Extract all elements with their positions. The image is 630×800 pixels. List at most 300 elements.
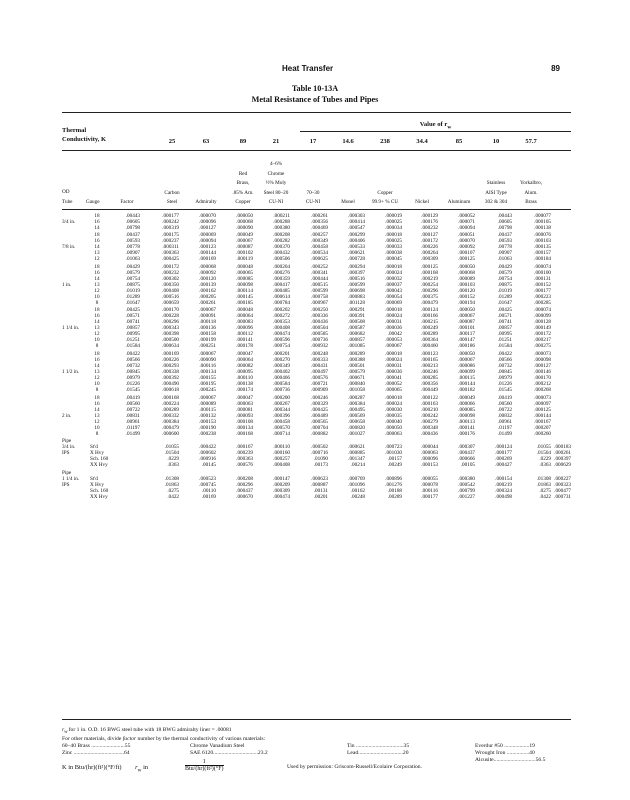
gauge-cell: 13 (94, 281, 100, 288)
value-cell: .000185 (236, 299, 253, 306)
value-cell: .000226 (162, 356, 179, 363)
factor-cell: .01499 (125, 430, 140, 437)
value-cell: .000533 (348, 244, 365, 251)
value-cell: .000287 (348, 394, 365, 401)
value-cell: .000065 (385, 386, 402, 393)
value-cell: .000341 (311, 269, 328, 276)
value-cell: .000268 (534, 386, 551, 393)
value-cell: .0275 (539, 487, 551, 494)
material-row (62, 750, 571, 757)
value-cell: .000391 (348, 313, 365, 320)
factor-cell: .00961 (125, 418, 140, 425)
od-cell (62, 494, 87, 500)
factor-cell: .0422 (167, 493, 179, 500)
factor-cell: .00831 (125, 412, 140, 419)
od-cell (62, 306, 87, 314)
value-cell: .000477 (554, 487, 571, 494)
value-cell: .000116 (199, 362, 216, 369)
gauge-cell: St'd (90, 444, 98, 451)
gauge-cell: 18 (94, 350, 100, 357)
value-cell: .000356 (421, 380, 438, 387)
value-cell: .000576 (311, 374, 328, 381)
value-cell: .000032 (385, 275, 402, 282)
k-value-2: 89 (239, 138, 247, 145)
factor-cell: .00798 (125, 224, 140, 231)
value-cell: .0363 (539, 462, 551, 469)
value-cell: .000105 (534, 218, 551, 225)
value-cell: .000110 (273, 444, 290, 451)
value-cell: .000296 (421, 287, 438, 294)
value-cell: .00798 (497, 224, 512, 231)
table-row (62, 393, 571, 401)
gauge-cell: 10 (94, 424, 100, 431)
value-cell: .000089 (458, 275, 475, 282)
value-cell: .000067 (458, 356, 475, 363)
value-cell: .000269 (495, 456, 512, 463)
material-entry: Lead................................20 (347, 750, 409, 757)
gauge-cell: X Hvy (90, 450, 104, 457)
gauge-cell: 10 (94, 337, 100, 344)
value-cell: .000176 (458, 430, 475, 437)
factor-cell: .01863 (164, 481, 179, 488)
factor-cell: .00845 (125, 368, 140, 375)
value-cell: .000397 (554, 456, 571, 463)
value-cell: .000025 (385, 238, 402, 245)
gauge-cell: Sch. 160 (90, 456, 109, 463)
value-cell: .000069 (385, 299, 402, 306)
value-cell: .000169 (162, 350, 179, 357)
value-cell: .01504 (536, 450, 551, 457)
value-cell: .000296 (162, 319, 179, 326)
value-cell: .000074 (534, 307, 551, 314)
value-cell: .000067 (385, 343, 402, 350)
value-cell: .000184 (534, 256, 551, 263)
value-cell: .000172 (421, 238, 438, 245)
value-cell: .000370 (273, 244, 290, 251)
value-cell: .000380 (273, 224, 290, 231)
value-cell: .000050 (458, 307, 475, 314)
material-entry: Wrought Iron ................40 (475, 750, 535, 757)
value-cell: .000045 (385, 256, 402, 263)
value-cell: .000212 (534, 380, 551, 387)
value-cell: .000050 (236, 212, 253, 219)
value-cell: .000168 (236, 430, 253, 437)
gauge-cell: 14 (94, 224, 100, 231)
value-cell: .000052 (385, 380, 402, 387)
factor-cell: .01545 (125, 386, 140, 393)
gauge-header: Gauge (86, 199, 100, 205)
value-cell: .000094 (458, 224, 475, 231)
factor-cell: .00419 (125, 394, 140, 401)
material-entry: Chrome Vanadium Steel (190, 743, 245, 750)
value-cell: .00857 (497, 325, 512, 332)
value-cell: .000066 (458, 400, 475, 407)
value-cell: .000030 (385, 406, 402, 413)
value-cell: .000248 (311, 350, 328, 357)
value-cell: .000097 (534, 400, 551, 407)
value-cell: .000067 (199, 394, 216, 401)
value-cell: .000099 (458, 368, 475, 375)
value-cell: .000115 (458, 374, 475, 381)
gauge-cell: 14 (94, 275, 100, 282)
factor-cell: .0275 (167, 487, 179, 494)
gauge-cell: 13 (94, 250, 100, 257)
value-cell: .000076 (534, 232, 551, 239)
value-cell: .000163 (421, 400, 438, 407)
table-row (62, 211, 571, 219)
value-cell: .000090 (236, 224, 253, 231)
value-cell: .000508 (348, 319, 365, 326)
value-cell: .000659 (162, 299, 179, 306)
value-cell: .000293 (162, 362, 179, 369)
table-row (62, 349, 571, 357)
value-cell: .000599 (348, 281, 365, 288)
value-cell: .000570 (273, 424, 290, 431)
value-cell: .00162 (350, 487, 365, 494)
value-cell: .000319 (162, 224, 179, 231)
factor-cell: .00425 (125, 307, 140, 314)
value-cell: .000716 (311, 450, 328, 457)
value-cell: .000502 (311, 444, 328, 451)
value-cell: .00145 (201, 462, 216, 469)
value-cell: .000144 (199, 250, 216, 257)
value-cell: .000534 (311, 250, 328, 257)
material-header-3-line-1: Chrome (267, 170, 285, 177)
material-header-4-line-1: CU-NI (305, 199, 321, 205)
value-cell: .00907 (497, 250, 512, 257)
value-cell: .000270 (273, 356, 290, 363)
value-cell: .000167 (534, 418, 551, 425)
factor-cell: .00741 (125, 319, 140, 326)
gauge-cell: 16 (94, 218, 100, 225)
value-cell: .000363 (236, 456, 253, 463)
value-cell: .000495 (348, 406, 365, 413)
value-cell: .000120 (199, 275, 216, 282)
od-cell: 1 1/2 in. (62, 368, 80, 375)
gauge-cell: 18 (94, 307, 100, 314)
gauge-cell: 18 (94, 263, 100, 270)
gauge-cell: 16 (94, 313, 100, 320)
value-cell: .000714 (273, 430, 290, 437)
value-cell: .00110 (201, 487, 216, 494)
pipe-label: Pipe (62, 438, 72, 445)
value-cell: .00214 (350, 462, 365, 469)
value-cell: .000431 (311, 362, 328, 369)
value-cell: .000458 (273, 418, 290, 425)
value-cell: .000019 (385, 212, 402, 219)
value-cell: .000037 (385, 281, 402, 288)
value-cell: .000131 (534, 275, 551, 282)
material-header-9-line-1: AISI Type (485, 189, 507, 196)
value-cell: .000210 (421, 406, 438, 413)
value-cell: .000119 (236, 256, 253, 263)
material-header-4-line-0: 70–30 (306, 189, 320, 196)
value-cell: .000147 (458, 337, 475, 344)
value-cell: .00429 (497, 263, 512, 270)
value-cell: .000190 (199, 424, 216, 431)
rule-column-headers (62, 209, 571, 210)
value-cell: .000490 (162, 380, 179, 387)
rw-units-fraction: 1 Btu/(hr)(ft²)(°F) (185, 759, 224, 772)
table-row (62, 231, 571, 239)
value-cell: .000887 (311, 481, 328, 488)
value-cell: .000082 (236, 362, 253, 369)
value-cell: .000501 (348, 362, 365, 369)
material-header-9-line-0: Stainless (486, 180, 506, 186)
value-cell: .000068 (236, 218, 253, 225)
factor-cell: .01226 (125, 380, 140, 387)
material-header-5-line-0: Monel (341, 199, 355, 205)
value-cell: .000359 (273, 275, 290, 282)
value-cell: .000621 (348, 444, 365, 451)
factor-cell: .01647 (125, 299, 140, 306)
factor-cell: .00875 (125, 281, 140, 288)
value-cell: .000047 (236, 350, 253, 357)
value-cell: .000183 (554, 444, 571, 451)
value-cell: .000098 (236, 281, 253, 288)
value-cell: .000077 (534, 212, 551, 219)
value-cell: .000089 (199, 400, 216, 407)
factor-cell: .00560 (125, 400, 140, 407)
gauge-cell: 12 (94, 418, 100, 425)
value-cell: .000728 (348, 256, 365, 263)
note-other-materials: For other materials, divide factor number by the thermal conductivity of various materials: (62, 736, 266, 743)
material-header-3-line-2: ½% Moly (265, 180, 287, 186)
gauge-cell: 14 (94, 244, 100, 251)
tube-header: Tube (62, 199, 73, 205)
value-cell: .000115 (199, 406, 216, 413)
value-cell: .000291 (348, 307, 365, 314)
value-cell: .000498 (495, 493, 512, 500)
table-number: Table 10-13A (291, 84, 339, 93)
value-cell: .0422 (539, 493, 551, 500)
value-cell: .000279 (421, 418, 438, 425)
value-cell: .000092 (458, 244, 475, 251)
value-cell: .000120 (458, 287, 475, 294)
value-cell: .000294 (348, 263, 365, 270)
value-cell: .000070 (458, 238, 475, 245)
value-cell: .000380 (458, 475, 475, 482)
value-cell: .000144 (534, 412, 551, 419)
value-cell: .000344 (273, 406, 290, 413)
value-cell: .000118 (199, 319, 216, 326)
value-cell: .00875 (497, 281, 512, 288)
running-header-title: Heat Transfer (282, 64, 334, 73)
value-cell: .00979 (497, 374, 512, 381)
value-cell: .01545 (497, 386, 512, 393)
value-cell: .000139 (199, 281, 216, 288)
value-cell: .000422 (199, 444, 216, 451)
value-cell: .000069 (199, 232, 216, 239)
gauge-cell: 18 (94, 232, 100, 239)
factor-cell: .01197 (125, 424, 140, 431)
value-cell: .000547 (348, 224, 365, 231)
value-cell: .000333 (311, 356, 328, 363)
value-cell: .000384 (348, 400, 365, 407)
value-cell: .000098 (534, 356, 551, 363)
value-cell: .000285 (534, 299, 551, 306)
value-cell: .000162 (199, 287, 216, 294)
factor-cell: .00732 (125, 362, 140, 369)
value-cell: .000208 (236, 475, 253, 482)
value-cell: .000172 (162, 263, 179, 270)
value-cell: .00157 (387, 456, 402, 463)
value-cell: .000134 (199, 368, 216, 375)
k-value-5: 14.6 (342, 138, 354, 145)
value-cell: .01863 (536, 481, 551, 488)
value-cell: .000425 (311, 406, 328, 413)
gauge-cell: 8 (95, 343, 99, 350)
value-cell: .000177 (495, 450, 512, 457)
value-cell: .000349 (311, 238, 328, 245)
value-cell: .000018 (385, 307, 402, 314)
value-cell: .000096 (421, 456, 438, 463)
value-cell: .000356 (311, 218, 328, 225)
od-cell (62, 211, 87, 219)
value-cell: .000041 (385, 374, 402, 381)
value-cell: .000158 (199, 331, 216, 338)
value-of-rw-label: Value of $r_w$ (419, 121, 452, 131)
k-value-10: 57.7 (525, 138, 537, 145)
value-cell: .000698 (348, 287, 365, 294)
gauge-cell: X Hvy (90, 481, 104, 488)
od-cell: IPS (62, 481, 70, 488)
value-cell: .000168 (162, 394, 179, 401)
value-cell: .00248 (350, 493, 365, 500)
value-cell: .000565 (311, 418, 328, 425)
value-cell: .000153 (421, 462, 438, 469)
value-cell: .000384 (162, 418, 179, 425)
table-notes (62, 727, 571, 764)
value-cell: .000024 (385, 356, 402, 363)
gauge-cell: 12 (94, 256, 100, 263)
material-entry: Alcusite..............................56.5 (475, 757, 546, 764)
material-header-9-line-2: 302 & 304 (484, 199, 508, 205)
value-cell: .000515 (311, 281, 328, 288)
value-cell: .000202 (273, 307, 290, 314)
value-cell: .000125 (458, 256, 475, 263)
value-cell: .000408 (162, 287, 179, 294)
od-cell: IPS (62, 450, 70, 457)
value-cell: .000324 (495, 487, 512, 494)
value-cell: .000332 (162, 412, 179, 419)
value-cell: .000178 (236, 343, 253, 350)
value-cell: .001096 (348, 481, 365, 488)
value-cell: .000034 (385, 224, 402, 231)
value-cell: .000576 (236, 462, 253, 469)
value-cell: .000245 (199, 386, 216, 393)
factor-cell: .00722 (125, 406, 140, 413)
value-cell: .000504 (311, 325, 328, 332)
value-cell: .000068 (458, 269, 475, 276)
value-cell: .000226 (421, 244, 438, 251)
value-cell: .000932 (311, 343, 328, 350)
factor-cell: .00579 (125, 269, 140, 276)
factor-cell: .01308 (164, 475, 179, 482)
k-value-8: 85 (455, 138, 463, 145)
gauge-cell: 8 (95, 430, 99, 437)
value-cell: .01647 (497, 299, 512, 306)
value-cell: .000299 (348, 232, 365, 239)
value-cell: .000302 (162, 275, 179, 282)
value-cell: .000065 (236, 269, 253, 276)
od-cell (62, 393, 87, 401)
value-cell: .000096 (236, 325, 253, 332)
value-cell: .000122 (421, 394, 438, 401)
value-cell: .000261 (199, 299, 216, 306)
value-cell: .000272 (273, 313, 290, 320)
k-value-9: 10 (492, 138, 500, 145)
page-number: 89 (551, 64, 560, 73)
value-cell: .000172 (534, 331, 551, 338)
resistance-table (62, 211, 571, 500)
value-cell: .001347 (348, 456, 365, 463)
value-cell: .000289 (421, 331, 438, 338)
gauge-cell: XX Hvy (90, 462, 108, 469)
value-cell: .000074 (534, 263, 551, 270)
value-cell: .000108 (236, 418, 253, 425)
value-cell: .000176 (421, 218, 438, 225)
value-cell: .000542 (458, 481, 475, 488)
value-cell: .00560 (497, 400, 512, 407)
value-cell: .000211 (273, 212, 290, 219)
value-cell: .000311 (162, 244, 179, 251)
gauge-cell: XX Hvy (90, 493, 108, 500)
rule-top (62, 112, 571, 113)
value-cell: .000769 (348, 475, 365, 482)
value-cell: .000048 (236, 263, 253, 270)
value-cell: .00605 (497, 218, 512, 225)
k-value-0: 25 (168, 138, 176, 145)
value-cell: .000101 (458, 325, 475, 332)
factor-cell: .00979 (125, 374, 140, 381)
value-cell: .00169 (201, 493, 216, 500)
value-cell: .000157 (534, 250, 551, 257)
value-cell: .000723 (385, 444, 402, 451)
value-cell: .000460 (421, 343, 438, 350)
value-cell: .000885 (348, 450, 365, 457)
value-cell: .000047 (236, 394, 253, 401)
value-cell: .000018 (385, 350, 402, 357)
material-header-3-line-4: CU-NI (268, 199, 284, 205)
factor-header: Factor (120, 199, 134, 205)
gauge-cell: 18 (94, 212, 100, 219)
gauge-cell: 16 (94, 269, 100, 276)
value-cell: .001227 (458, 493, 475, 500)
k-value-1: 63 (202, 138, 210, 145)
value-cell: .000436 (421, 430, 438, 437)
value-cell: .000094 (199, 238, 216, 245)
value-cell: .000840 (348, 380, 365, 387)
value-cell: .000186 (458, 343, 475, 350)
value-cell: .01226 (497, 380, 512, 387)
value-cell: .000093 (236, 412, 253, 419)
value-cell: .000754 (273, 343, 290, 350)
units-formula (62, 764, 148, 773)
value-cell: .000309 (273, 487, 290, 494)
value-cell: .000232 (421, 224, 438, 231)
od-cell: 3/4 in. (62, 444, 76, 451)
value-cell: .000134 (236, 424, 253, 431)
factor-cell: .00571 (125, 313, 140, 320)
value-cell: .00131 (313, 487, 328, 494)
rule-value-of (300, 131, 571, 132)
factor-cell: .00422 (125, 350, 140, 357)
value-cell: .000177 (534, 287, 551, 294)
value-cell: .000485 (273, 287, 290, 294)
value-cell: .000035 (385, 412, 402, 419)
permission-note: Used by permission: Griscom-Russell/Ecolaire Corporation. (287, 764, 423, 770)
